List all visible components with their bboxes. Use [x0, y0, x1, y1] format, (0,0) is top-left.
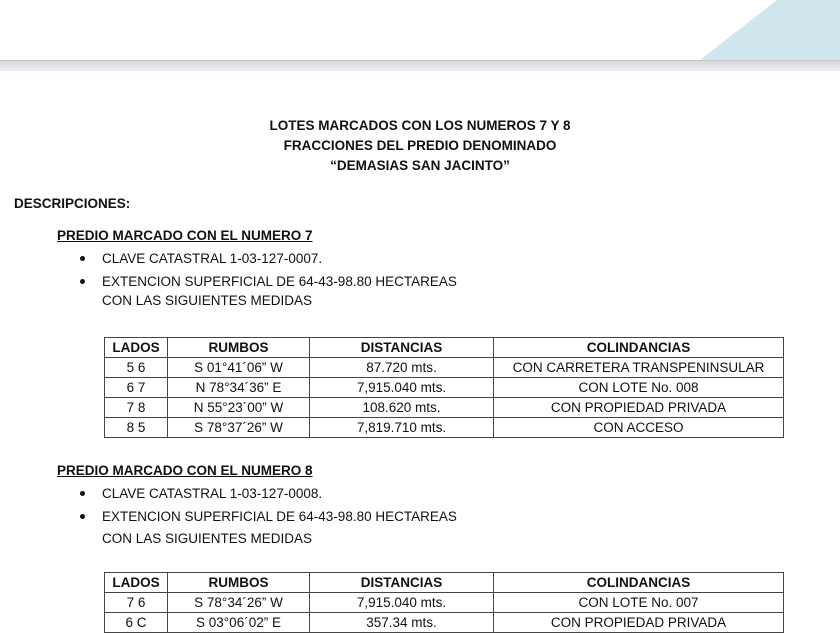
cell-rumbos: S 03°06´02” E	[168, 613, 310, 633]
bullet-icon	[80, 491, 85, 496]
cell-distancias: 357.34 mts.	[310, 613, 494, 633]
cell-colindancias: CON CARRETERA TRANSPENINSULAR	[494, 358, 784, 378]
cell-lados: 6 C	[105, 613, 168, 633]
descriptions-label: DESCRIPCIONES:	[14, 196, 131, 211]
cell-colindancias: CON LOTE No. 008	[494, 378, 784, 398]
bullet-text: CLAVE CATASTRAL 1-03-127-0007.	[102, 251, 323, 266]
cell-distancias: 108.620 mts.	[310, 398, 494, 418]
cell-colindancias: CON PROPIEDAD PRIVADA	[494, 398, 784, 418]
table-header-row	[105, 573, 784, 593]
table-row	[105, 378, 784, 398]
cell-rumbos: S 78°34´26” W	[168, 593, 310, 613]
cell-rumbos: S 78°37´26” W	[168, 418, 310, 438]
table-row	[105, 418, 784, 438]
column-header-colindancias: COLINDANCIAS	[494, 573, 784, 593]
table-row	[105, 398, 784, 418]
list-item	[80, 270, 457, 293]
column-header-rumbos: RUMBOS	[168, 573, 310, 593]
column-header-lados: LADOS	[105, 338, 168, 358]
bullet-text: EXTENCION SUPERFICIAL DE 64-43-98.80 HECTAREAS	[102, 274, 457, 289]
title-line-3: “DEMASIAS SAN JACINTO”	[330, 158, 510, 173]
column-header-lados: LADOS	[105, 573, 168, 593]
section-8-measures-note: CON LAS SIGUIENTES MEDIDAS	[102, 531, 313, 546]
table-row	[105, 593, 784, 613]
section-7-measures-table	[104, 337, 784, 438]
document-title	[0, 116, 840, 176]
section-heading-predio-8: PREDIO MARCADO CON EL NUMERO 8	[57, 463, 313, 478]
column-header-colindancias: COLINDANCIAS	[494, 338, 784, 358]
column-header-distancias: DISTANCIAS	[310, 338, 494, 358]
list-item	[80, 482, 457, 505]
title-line-2: FRACCIONES DEL PREDIO DENOMINADO	[283, 138, 557, 153]
cell-distancias: 7,915.040 mts.	[310, 378, 494, 398]
section-8-measures-table	[104, 572, 784, 633]
bullet-text: CLAVE CATASTRAL 1-03-127-0008.	[102, 486, 323, 501]
bullet-icon	[80, 279, 85, 284]
section-7-bullet-list	[80, 247, 457, 293]
section-8-bullet-list	[80, 482, 457, 528]
list-item	[80, 247, 457, 270]
cell-lados: 7 6	[105, 593, 168, 613]
cell-distancias: 87.720 mts.	[310, 358, 494, 378]
table-row	[105, 358, 784, 378]
cell-rumbos: N 55°23´00” W	[168, 398, 310, 418]
cell-distancias: 7,819.710 mts.	[310, 418, 494, 438]
list-item	[80, 505, 457, 528]
cell-lados: 6 7	[105, 378, 168, 398]
header-divider	[0, 60, 840, 71]
bullet-icon	[80, 514, 85, 519]
section-heading-predio-7: PREDIO MARCADO CON EL NUMERO 7	[57, 228, 313, 243]
cell-distancias: 7,915.040 mts.	[310, 593, 494, 613]
table-header-row	[105, 338, 784, 358]
column-header-rumbos: RUMBOS	[168, 338, 310, 358]
cell-colindancias: CON LOTE No. 007	[494, 593, 784, 613]
section-7-measures-note: CON LAS SIGUIENTES MEDIDAS	[102, 293, 313, 308]
column-header-distancias: DISTANCIAS	[310, 573, 494, 593]
cell-lados: 5 6	[105, 358, 168, 378]
bullet-text: EXTENCION SUPERFICIAL DE 64-43-98.80 HECTAREAS	[102, 509, 457, 524]
cell-lados: 8 5	[105, 418, 168, 438]
cell-colindancias: CON PROPIEDAD PRIVADA	[494, 613, 784, 633]
title-line-1: LOTES MARCADOS CON LOS NUMEROS 7 Y 8	[269, 118, 571, 133]
cell-lados: 7 8	[105, 398, 168, 418]
bullet-icon	[80, 256, 85, 261]
cell-rumbos: N 78°34´36” E	[168, 378, 310, 398]
cell-rumbos: S 01°41´06” W	[168, 358, 310, 378]
cell-colindancias: CON ACCESO	[494, 418, 784, 438]
